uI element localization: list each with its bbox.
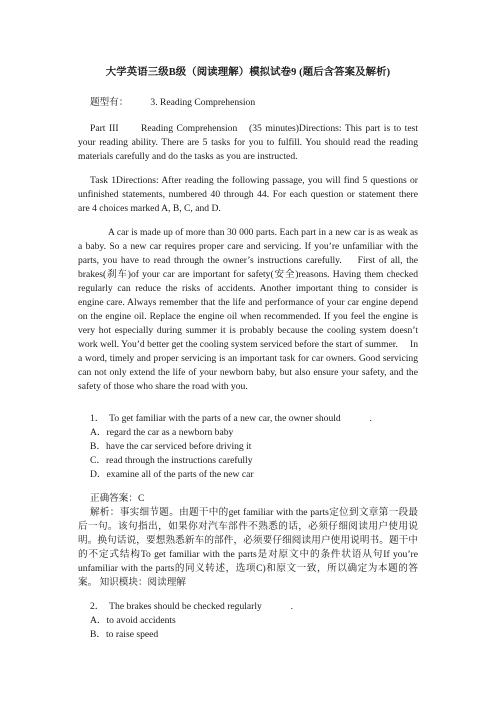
- question-1-option-b: B．have the car serviced before driving it: [90, 441, 252, 452]
- task-directions: Task 1Directions: After reading the following passage, you will find 5 questions or unfinished statements, numbered 40 through 44. For each question or statement there are 4 choices marked A, B, C, and D.: [78, 175, 418, 214]
- question-type-line: [90, 96, 418, 110]
- question-1-option-c: C．read through the instructions carefully: [90, 455, 253, 466]
- question-1-explanation: 解析：事实细节题。由题干中的get familiar with the parts定位到文章第一段最后一句。该句指出，如果你对汽车部件不熟悉的话，必须仔细阅读用户使用说明。换句话说，要想熟悉新车的部件，必须要仔细阅读用户使用说明书。题干中的不定式结构To get familiar with the parts是对原文中的条件状语从句If you’re unfamiliar with the parts的同义转述，选项C)和原文一致，所以确定为本题的答案。 知识模块：阅读理解: [78, 507, 418, 588]
- question-2: [78, 600, 418, 642]
- question-1-option-a: A．regard the car as a newborn baby: [90, 427, 234, 438]
- question-type-value: 3. Reading Comprehension: [150, 97, 256, 108]
- question-1-stem: 1． To get familiar with the parts of a new car, the owner should .: [90, 413, 372, 424]
- question-1-answer: 正确答案：C: [90, 493, 145, 504]
- document-title: 大学英语三级B级（阅读理解）模拟试卷9 (题后含答案及解析): [105, 67, 391, 78]
- question-1-option-d: D．examine all of the parts of the new car: [90, 469, 254, 480]
- question-1: [78, 412, 418, 482]
- question-2-option-a: A．to avoid accidents: [90, 615, 176, 626]
- question-2-option-b: B．to raise speed: [90, 629, 159, 640]
- question-2-stem: 2． The brakes should be checked regularly .: [90, 601, 294, 612]
- part-directions: Part III Reading Comprehension (35 minutes)Directions: This part is to test your reading ability. There are 5 tasks for you to fulfill. You should read the reading materials carefully and do the tasks as you are instructed.: [78, 123, 418, 162]
- reading-passage: A car is made up of more than 30 000 parts. Each part in a new car is as weak as a baby. So a new car requires proper care and servicing. If you’re unfamiliar with the parts, you have to read through the owner’s instructions carefully. First of all, the brakes(刹车)of your car are important for safety(安全)reasons. Having them checked regularly can reduce the risks of accidents. Another important thing to consider is engine care. Always remember that the life and performance of your car engine depend on the engine oil. Replace the engine oil when recommended. If you feel the engine is very hot especially during summer it is probably because the cooling system doesn’t work well. You’d better get the cooling system serviced before the start of summer. In a word, timely and proper servicing is an important task for car owners. Good servicing can not only extend the life of your newborn baby, but also ensure your safety, and the safety of those who share the road with you.: [78, 227, 418, 392]
- question-type-label: 题型有：: [90, 97, 129, 108]
